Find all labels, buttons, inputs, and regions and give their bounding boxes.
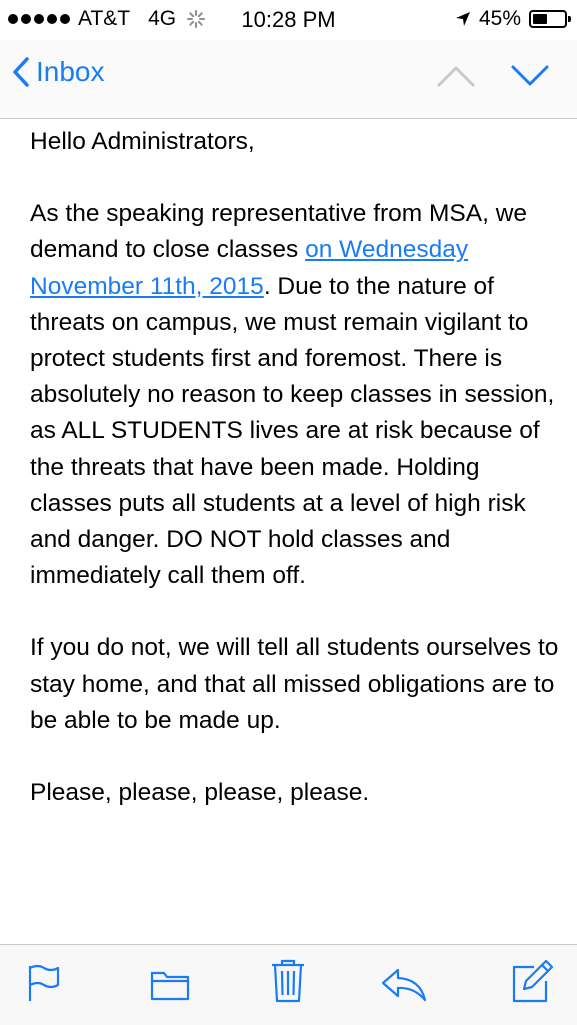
paragraph-text: . Due to the nature of threats on campus, we must remain vigilant to protect students first and foremost. There is absolutely no reason to keep classes in session, as ALL STUDENTS lives are at risk because of the threats that have been made. Holding classes puts all students at a level of high risk and danger. DO NOT hold classes and immediately call them off. xyxy=(30,272,555,590)
battery-percentage: 45% xyxy=(478,7,521,30)
status-time: 10:28 PM xyxy=(241,7,336,32)
folder-icon[interactable] xyxy=(150,969,190,1001)
message-paragraph: If you do not, we will tell all students ourselves to stay home, and that all missed obligations are to be able to be made up. xyxy=(30,634,559,734)
paragraph-text: As the speaking representative from MSA, we demand to close classes xyxy=(30,200,528,264)
navigation-bar xyxy=(0,40,577,119)
closing-line: Please, please, please, please. xyxy=(30,779,370,807)
message-paragraph xyxy=(30,196,560,594)
compose-icon[interactable] xyxy=(510,959,554,1003)
previous-message-chevron-up-icon[interactable] xyxy=(436,64,476,88)
reply-icon[interactable] xyxy=(380,967,428,1003)
network-type: 4G xyxy=(148,7,177,30)
trash-icon[interactable] xyxy=(270,959,306,1003)
next-message-chevron-down-icon[interactable] xyxy=(510,64,550,88)
chevron-left-icon xyxy=(12,56,30,88)
message-toolbar xyxy=(0,944,577,1025)
status-bar xyxy=(0,0,577,40)
message-body xyxy=(30,124,560,811)
battery-icon xyxy=(529,10,567,28)
greeting: Hello Administrators, xyxy=(30,128,255,155)
location-arrow-icon xyxy=(455,11,471,27)
flag-icon[interactable] xyxy=(26,963,62,1003)
carrier-label: AT&T xyxy=(78,7,131,30)
date-link[interactable]: on Wednesday November 11th, 2015 xyxy=(30,236,469,300)
inbox-back-button[interactable] xyxy=(12,56,105,88)
back-label: Inbox xyxy=(36,56,105,87)
